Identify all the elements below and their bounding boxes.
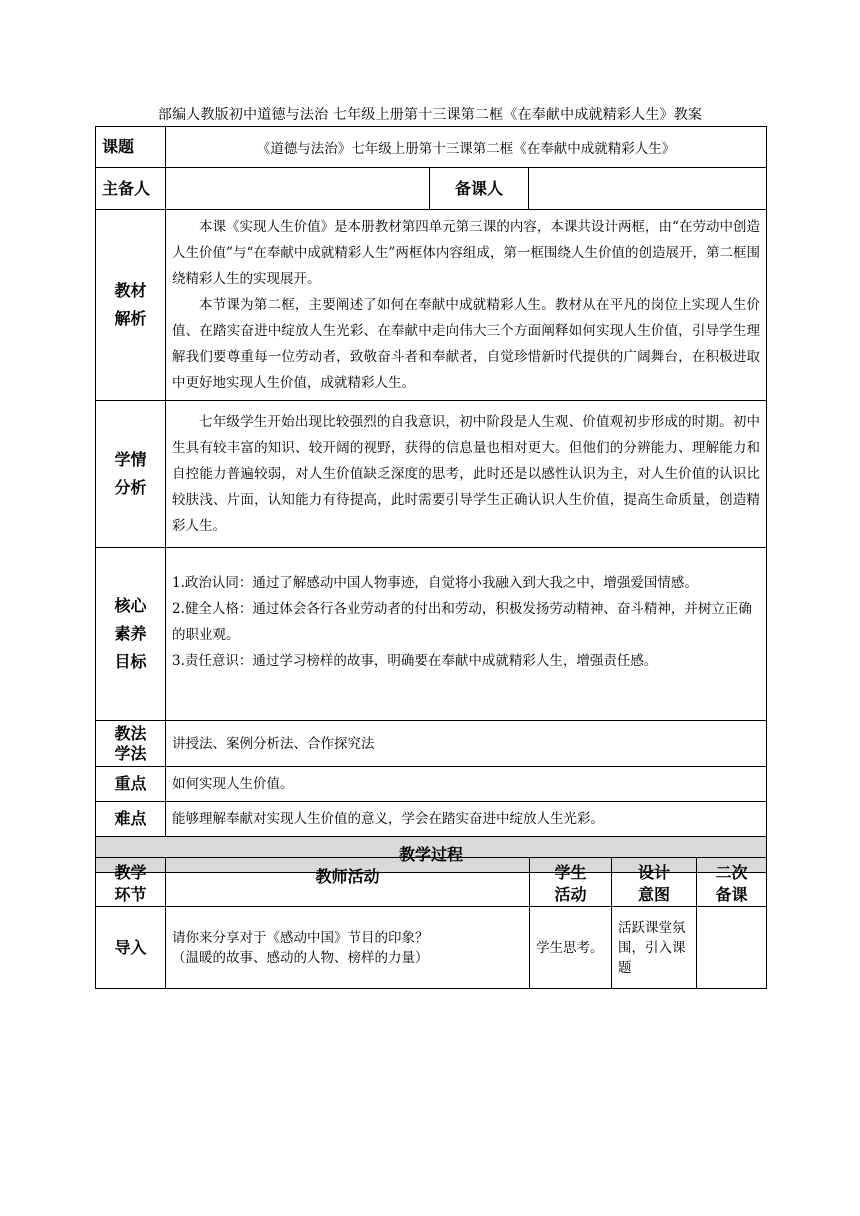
- process-columns-row: [96, 858, 767, 907]
- lead-teacher-label: 主备人: [96, 168, 166, 210]
- column-design: [612, 858, 697, 907]
- methods-label: [96, 721, 166, 767]
- column-stage-line1: 教学: [114, 863, 147, 882]
- intro-teacher-text-2: （温暖的故事、感动的人物、榜样的力量）: [172, 949, 429, 966]
- column-second: [697, 858, 767, 907]
- goals-label: [96, 548, 166, 721]
- materials-label: [96, 210, 166, 401]
- materials-paragraph-1: 本课《实现人生价值》是本册教材第四单元第三课的内容，本课共设计两框，由“在劳动中创造人生价值”与“在奉献中成就精彩人生”两框体内容组成，第一框围绕人生价值的创造展开，第二框围绕精彩人生的实现展开。: [172, 219, 761, 287]
- materials-content: [166, 210, 767, 401]
- students-paragraph: 七年级学生开始出现比较强烈的自我意识，初中阶段是人生观、价值观初步形成的时期。初中生具有较丰富的知识、较开阔的视野，获得的信息量也相对更大。但他们的分辨能力、理解能力和自控能力普遍较弱，对人生价值缺乏深度的思考，此时还是以感性认识为主，对人生价值的认识比较肤浅、片面，认知能力有待提高，此时需要引导学生正确认识人生价值，提高生命质量，创造精彩人生。: [172, 414, 761, 534]
- process-title: 教学过程: [96, 837, 767, 873]
- key-point-label: 重点: [96, 767, 166, 802]
- column-student-line1: 学生: [554, 863, 587, 882]
- materials-label-line2: 解析: [114, 309, 147, 328]
- preparer-label: 备课人: [430, 168, 529, 210]
- difficulty-label: 难点: [96, 802, 166, 837]
- column-stage-line2: 环节: [114, 885, 147, 904]
- methods-value: 讲授法、案例分析法、合作探究法: [166, 721, 767, 767]
- column-student-line2: 活动: [554, 885, 587, 904]
- students-label: [96, 401, 166, 548]
- intro-teacher-text-1: 请你来分享对于《感动中国》节目的印象？: [172, 929, 429, 946]
- key-point-row: [96, 767, 767, 802]
- materials-label-line1: 教材: [114, 281, 147, 300]
- materials-row: [96, 210, 767, 401]
- students-row: [96, 401, 767, 548]
- column-second-line1: 二次: [715, 863, 748, 882]
- column-design-line2: 意图: [637, 885, 670, 904]
- preparer-value: [529, 168, 767, 210]
- preparer-row: [96, 168, 767, 210]
- materials-paragraph-2: 本节课为第二框，主要阐述了如何在奉献中成就精彩人生。教材从在平凡的岗位上实现人生价值、在踏实奋进中绽放人生光彩、在奉献中走向伟大三个方面阐释如何实现人生价值，引导学生理解我们要尊重每一位劳动者，致敬奋斗者和奉献者，自觉珍惜新时代提供的广阔舞台，在积极进取中更好地实现人生价值，成就精彩人生。: [172, 297, 761, 391]
- goals-label-line3: 目标: [114, 652, 147, 671]
- intro-teacher-cell: [166, 907, 530, 989]
- lesson-plan-table: [95, 126, 767, 873]
- methods-row: [96, 721, 767, 767]
- column-student: [530, 858, 612, 907]
- goal-item-3: 3.责任意识：通过学习榜样的故事，明确要在奉献中成就精彩人生，增强责任感。: [172, 653, 658, 669]
- methods-label-line2: 学法: [114, 743, 147, 763]
- goals-label-line1: 核心: [114, 596, 147, 615]
- document-title: 部编人教版初中道德与法治 七年级上册第十三课第二框《在奉献中成就精彩人生》教案: [157, 107, 703, 123]
- students-content: [166, 401, 767, 548]
- methods-label-line1: 教法: [114, 723, 147, 743]
- difficulty-row: [96, 802, 767, 837]
- difficulty-value: 能够理解奉献对实现人生价值的意义，学会在踏实奋进中绽放人生光彩。: [166, 802, 767, 837]
- students-label-line1: 学情: [114, 450, 147, 469]
- column-design-line1: 设计: [637, 863, 670, 882]
- topic-value: 《道德与法治》七年级上册第十三课第二框《在奉献中成就精彩人生》: [166, 127, 767, 168]
- goals-content: [166, 548, 767, 721]
- topic-row: [96, 127, 767, 168]
- students-label-line2: 分析: [114, 478, 147, 497]
- goal-item-1: 1.政治认同：通过了解感动中国人物事迹，自觉将小我融入到大我之中，增强爱国情感。: [172, 575, 698, 591]
- lead-teacher-value: [166, 168, 430, 210]
- intro-student-cell: 学生思考。: [530, 907, 612, 989]
- column-second-line2: 备课: [715, 885, 748, 904]
- goals-label-line2: 素养: [114, 624, 147, 643]
- intro-stage-cell: 导入: [96, 907, 166, 989]
- goals-row: [96, 548, 767, 721]
- column-teacher: 教师活动: [166, 858, 530, 907]
- key-point-value: 如何实现人生价值。: [166, 767, 767, 802]
- topic-label: 课题: [96, 127, 166, 168]
- goal-item-2: 2.健全人格：通过体会各行各业劳动者的付出和劳动，积极发扬劳动精神、奋斗精神，并树立正确的职业观。: [172, 601, 752, 643]
- column-stage: [96, 858, 166, 907]
- intro-row: [96, 907, 767, 989]
- intro-second-cell: [697, 907, 767, 989]
- intro-design-cell: 活跃课堂氛围，引入课题: [612, 907, 697, 989]
- process-table: [95, 857, 767, 989]
